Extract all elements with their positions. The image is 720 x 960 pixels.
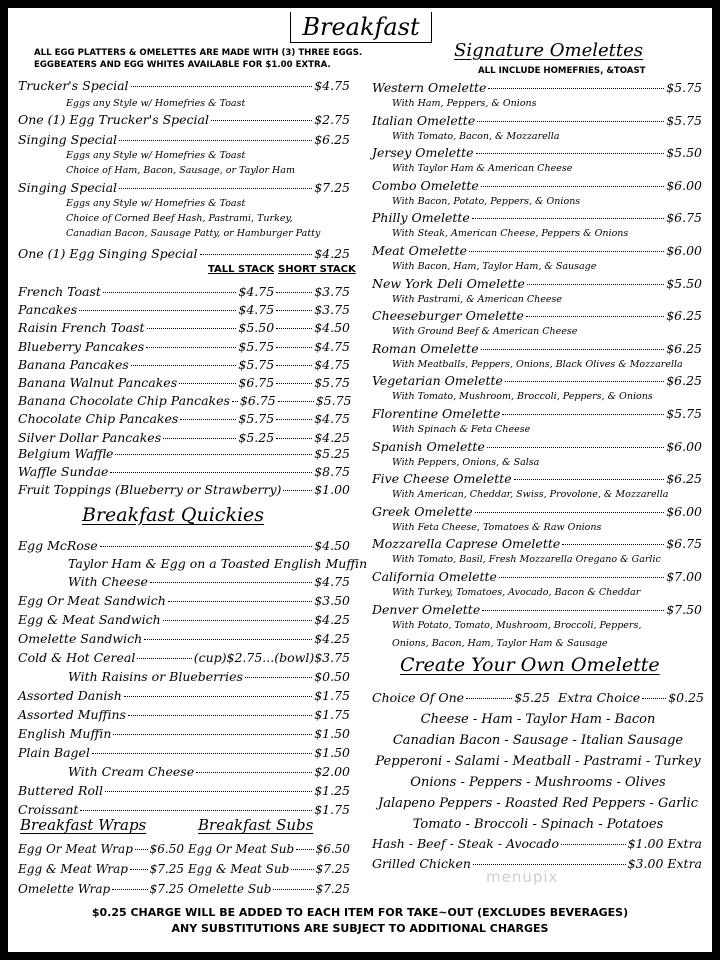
platter-desc: Choice of Corned Beef Hash, Pastrami, Turkey, xyxy=(66,213,293,224)
quickie-item: With Raisins or Blueberries $0.50 xyxy=(68,669,350,684)
quickie-item: Croissant $1.75 xyxy=(18,802,350,817)
create-option-line: Tomato - Broccoli - Spinach - Potatoes xyxy=(412,817,664,832)
platter-item: Singing Special $7.25 xyxy=(18,180,350,195)
tall-stack-header: TALL STACK xyxy=(208,264,275,275)
menu-item: Fruit Toppings (Blueberry or Strawberry) $1.00 xyxy=(18,482,350,497)
omelette-desc: With Ham, Peppers, & Onions xyxy=(392,98,537,109)
quickies-title: Breakfast Quickies xyxy=(82,504,265,526)
stack-item: Raisin French Toast $5.50 $4.50 xyxy=(18,320,350,336)
quickie-item: Buttered Roll $1.25 xyxy=(18,783,350,798)
omelette-item: Five Cheese Omelette $6.25 xyxy=(372,471,702,487)
omelette-item: Jersey Omelette $5.50 xyxy=(372,145,702,161)
omelette-desc: With Tomato, Bacon, & Mozzarella xyxy=(392,130,560,142)
stack-item: Blueberry Pancakes $5.75 $4.75 xyxy=(18,338,350,354)
omelette-item: Florentine Omelette $5.75 xyxy=(372,406,702,421)
omelette-desc: With Bacon, Ham, Taylor Ham, & Sausage xyxy=(392,261,597,272)
extra-choice: Extra Choice $0.25 xyxy=(558,690,704,705)
platter-desc: Canadian Bacon, Sausage Patty, or Hamburger Patty xyxy=(66,228,321,239)
omelette-desc: With American, Cheddar, Swiss, Provolone, & Mozzarella xyxy=(392,489,669,501)
footer-line-1: $0.25 CHARGE WILL BE ADDED TO EACH ITEM FOR TAKE~OUT (EXCLUDES BEVERAGES) xyxy=(91,906,629,919)
omelette-item: Cheeseburger Omelette $6.25 xyxy=(372,308,702,324)
wraps-title: Breakfast Wraps xyxy=(20,816,147,834)
omelette-item: Vegetarian Omelette $6.25 xyxy=(372,373,702,389)
platter-desc: Choice of Ham, Bacon, Sausage, or Taylor Ham xyxy=(66,165,295,176)
hash-extra: Hash - Beef - Steak - Avocado $1.00 Extra xyxy=(372,836,702,851)
platter-item: Singing Special $6.25 xyxy=(18,132,350,147)
sub-item: Omelette Sub $7.25 xyxy=(188,882,350,896)
omelette-item: Meat Omelette $6.00 xyxy=(372,243,702,258)
platter-desc: Eggs any Style w/ Homefries & Toast xyxy=(66,150,246,161)
mcrose-desc: Taylor Ham & Egg on a Toasted English Muffin xyxy=(68,556,368,571)
notice-line-2: EGGBEATERS AND EGG WHITES AVAILABLE FOR $1.00 EXTRA. xyxy=(34,60,331,70)
choice-one: Choice Of One $5.25 xyxy=(372,690,550,705)
quickie-item: English Muffin $1.50 xyxy=(18,726,350,741)
subs-title: Breakfast Subs xyxy=(198,816,314,834)
wrap-item: Omelette Wrap $7.25 xyxy=(18,882,184,896)
notice-line-1: ALL EGG PLATTERS & OMELETTES ARE MADE WITH (3) THREE EGGS. xyxy=(34,48,363,58)
quickie-item: Egg McRose $4.50 xyxy=(18,538,350,553)
omelette-item: Philly Omelette $6.75 xyxy=(372,210,702,226)
omelette-item: Spanish Omelette $6.00 xyxy=(372,438,702,454)
omelettes-note: ALL INCLUDE HOMEFRIES, &TOAST xyxy=(478,66,646,76)
stack-item: Silver Dollar Pancakes $5.25 $4.25 xyxy=(18,429,350,445)
omelette-desc: With Meatballs, Peppers, Onions, Black Olives & Mozzarella xyxy=(392,358,683,370)
omelette-item: Italian Omelette $5.75 xyxy=(372,112,702,128)
stack-item: Banana Chocolate Chip Pancakes $6.75 $5.75 xyxy=(18,393,352,409)
footer-line-2: ANY SUBSTITUTIONS ARE SUBJECT TO ADDITIONAL CHARGES xyxy=(171,922,549,935)
omelette-item: Combo Omelette $6.00 xyxy=(372,177,702,193)
stack-item: French Toast $4.75 $3.75 xyxy=(18,284,350,299)
chicken-extra: Grilled Chicken $3.00 Extra xyxy=(372,856,702,871)
omelette-desc: With Taylor Ham & American Cheese xyxy=(392,163,573,175)
omelette-item: California Omelette $7.00 xyxy=(372,569,702,584)
quickie-item: Egg & Meat Sandwich $4.25 xyxy=(18,612,350,627)
stack-item: Banana Pancakes $5.75 $4.75 xyxy=(18,356,350,372)
omelette-desc: With Ground Beef & American Cheese xyxy=(392,326,578,338)
quickie-item: Egg Or Meat Sandwich $3.50 xyxy=(18,593,350,608)
omelette-desc: With Pastrami, & American Cheese xyxy=(392,293,563,305)
wrap-item: Egg Or Meat Wrap $6.50 xyxy=(18,842,184,856)
wrap-item: Egg & Meat Wrap $7.25 xyxy=(18,862,184,876)
omelette-desc: With Tomato, Mushroom, Broccoli, Peppers, & Onions xyxy=(392,391,653,403)
menu-page xyxy=(8,8,712,952)
quickie-item: Cold & Hot Cereal (cup)$2.75...(bowl) $3.75 xyxy=(18,650,350,665)
omelette-desc: With Peppers, Onions, & Salsa xyxy=(392,456,540,468)
omelette-item: Western Omelette $5.75 xyxy=(372,80,702,95)
create-option-line: Onions - Peppers - Mushrooms - Olives xyxy=(410,775,666,790)
short-stack-header: SHORT STACK xyxy=(278,264,356,275)
omelette-desc: With Potato, Tomato, Mushroom, Broccoli, Peppers, xyxy=(392,619,642,631)
create-option-line: Cheese - Ham - Taylor Ham - Bacon xyxy=(420,712,656,727)
platter-desc: Eggs any Style w/ Homefries & Toast xyxy=(66,98,246,109)
omelette-desc: With Steak, American Cheese, Peppers & Onions xyxy=(392,228,629,240)
omelette-item: Roman Omelette $6.25 xyxy=(372,340,702,356)
sub-item: Egg Or Meat Sub $6.50 xyxy=(188,842,350,856)
omelette-desc: With Spinach & Feta Cheese xyxy=(392,424,531,435)
platter-desc: Eggs any Style w/ Homefries & Toast xyxy=(66,198,246,209)
platter-item: Trucker's Special $4.75 xyxy=(18,78,350,93)
quickie-item: Plain Bagel $1.50 xyxy=(18,745,350,760)
platter-item: One (1) Egg Trucker's Special $2.75 xyxy=(18,112,350,127)
platter-item: One (1) Egg Singing Special $4.25 xyxy=(18,246,350,261)
create-title: Create Your Own Omelette xyxy=(400,654,660,676)
omelette-desc: With Feta Cheese, Tomatoes & Raw Onions xyxy=(392,521,602,533)
stack-item: Chocolate Chip Pancakes $5.75 $4.75 xyxy=(18,411,350,427)
watermark: menupix xyxy=(486,868,559,886)
breakfast-title: Breakfast xyxy=(290,12,432,43)
stack-item: Banana Walnut Pancakes $6.75 $5.75 xyxy=(18,375,350,390)
omelette-desc: Onions, Bacon, Ham, Taylor Ham & Sausage xyxy=(392,638,608,649)
omelette-item: Greek Omelette $6.00 xyxy=(372,503,702,519)
omelette-item: Denver Omelette $7.50 xyxy=(372,601,702,617)
create-option-line: Pepperoni - Salami - Meatball - Pastrami - Turkey xyxy=(375,754,701,769)
menu-item: Belgium Waffle $5.25 xyxy=(18,446,350,461)
omelette-item: New York Deli Omelette $5.50 xyxy=(372,275,702,291)
quickie-item: With Cream Cheese $2.00 xyxy=(68,764,350,779)
omelette-desc: With Bacon, Potato, Peppers, & Onions xyxy=(392,195,581,207)
omelette-desc: With Turkey, Tomatoes, Avocado, Bacon & Cheddar xyxy=(392,587,641,598)
quickie-item: With Cheese $4.75 xyxy=(68,574,350,589)
quickie-item: Assorted Danish $1.75 xyxy=(18,688,350,703)
menu-item: Waffle Sundae $8.75 xyxy=(18,464,350,479)
stack-item: Pancakes $4.75 $3.75 xyxy=(18,302,350,318)
sub-item: Egg & Meat Sub $7.25 xyxy=(188,862,350,876)
omelettes-title: Signature Omelettes xyxy=(454,40,643,61)
quickie-item: Omelette Sandwich $4.25 xyxy=(18,631,350,646)
create-option-line: Jalapeno Peppers - Roasted Red Peppers - Garlic xyxy=(378,796,698,811)
omelette-item: Mozzarella Caprese Omelette $6.75 xyxy=(372,536,702,552)
omelette-desc: With Tomato, Basil, Fresh Mozzarella Oregano & Garlic xyxy=(392,554,661,566)
create-option-line: Canadian Bacon - Sausage - Italian Sausage xyxy=(392,733,684,748)
quickie-item: Assorted Muffins $1.75 xyxy=(18,707,350,722)
